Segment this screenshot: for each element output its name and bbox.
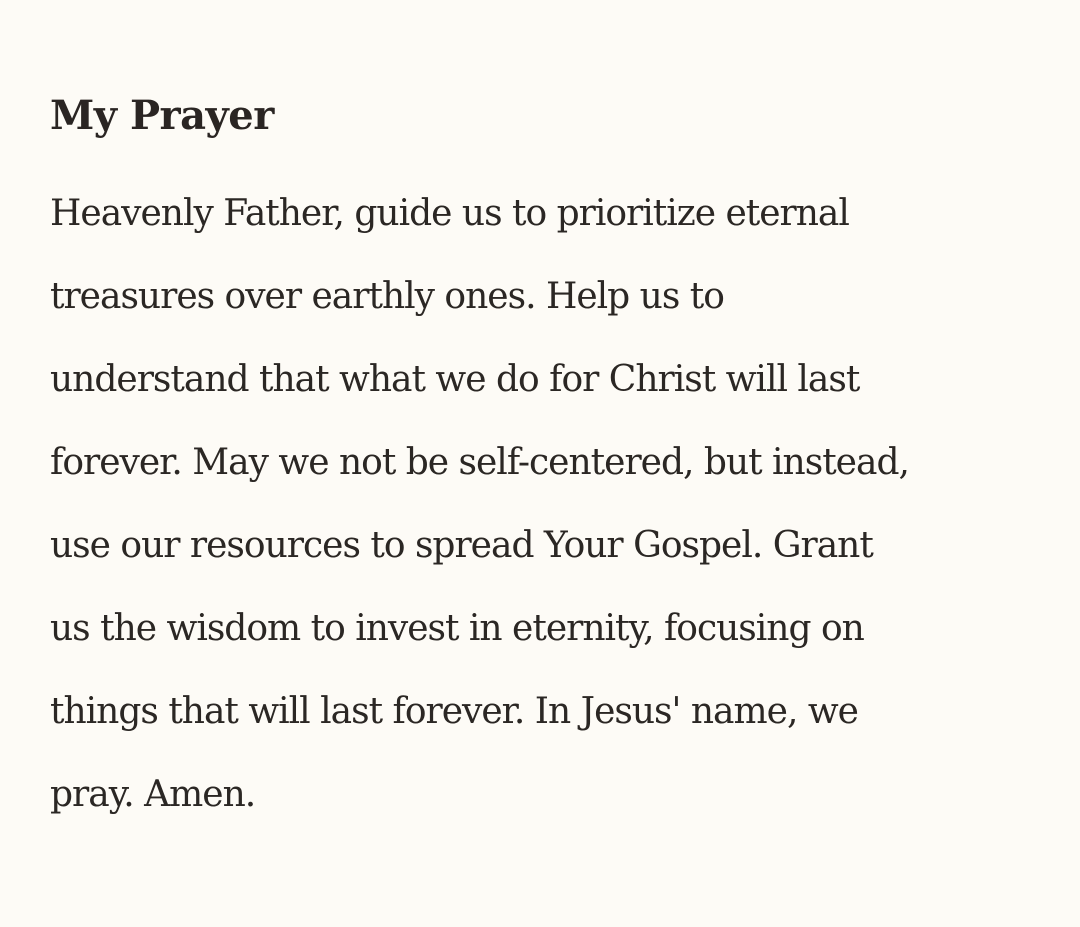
prayer-line: things that will last forever. In Jesus' name, we xyxy=(50,691,858,732)
prayer-line: Heavenly Father, guide us to prioritize eternal xyxy=(50,193,849,234)
section-heading: My Prayer xyxy=(50,92,274,139)
prayer-line: use our resources to spread Your Gospel. Grant xyxy=(50,525,873,566)
prayer-text xyxy=(50,172,1050,836)
prayer-line: treasures over earthly ones. Help us to xyxy=(50,276,724,317)
prayer-line: understand that what we do for Christ will last xyxy=(50,359,860,400)
prayer-line: us the wisdom to invest in eternity, focusing on xyxy=(50,608,864,649)
prayer-line: forever. May we not be self-centered, but instead, xyxy=(50,442,909,483)
prayer-section xyxy=(50,0,1050,927)
prayer-line: pray. Amen. xyxy=(50,774,256,815)
